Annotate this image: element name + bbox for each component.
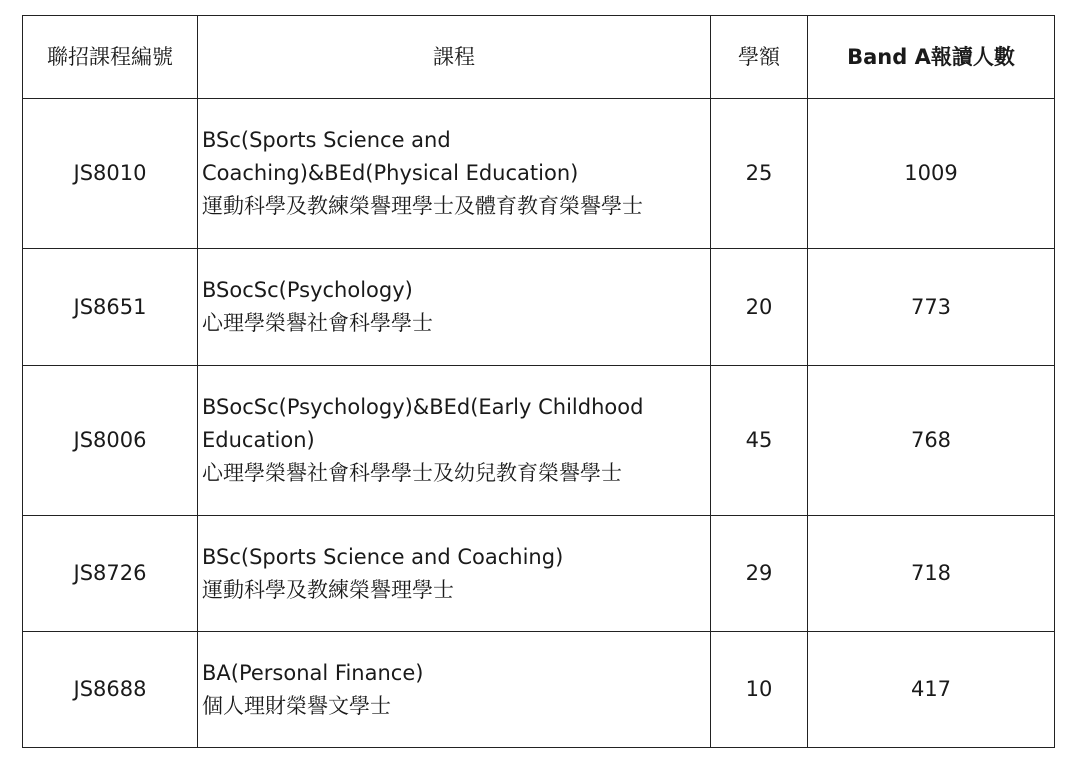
course-name-en: BSocSc(Psychology) [202, 278, 413, 302]
course-name [198, 516, 711, 632]
course-name-zh: 心理學榮譽社會科學學士及幼兒教育榮譽學士 [202, 461, 622, 485]
header-course: 課程 [198, 16, 711, 99]
course-name-zh: 運動科學及教練榮譽理學士 [202, 577, 454, 602]
course-name-en: BSocSc(Psychology)&BEd(Early Childhood [202, 395, 644, 419]
table-row [23, 366, 1055, 516]
course-name-en: BSc(Sports Science and [202, 128, 451, 152]
course-name-zh: 個人理財榮譽文學士 [202, 693, 391, 718]
table-row [23, 249, 1055, 366]
programme-code: JS8726 [23, 516, 198, 632]
places-count: 10 [711, 632, 808, 748]
band-a-applicants: 768 [808, 366, 1055, 516]
places-count: 20 [711, 249, 808, 366]
table-row [23, 632, 1055, 748]
header-band-a: Band A報讀人數 [808, 16, 1055, 99]
programme-code: JS8010 [23, 99, 198, 249]
band-a-applicants: 417 [808, 632, 1055, 748]
course-name-en: Education) [202, 428, 315, 452]
course-name-zh: 心理學榮譽社會科學學士 [202, 311, 433, 335]
course-name-en: BSc(Sports Science and Coaching) [202, 544, 564, 569]
course-name [198, 249, 711, 366]
course-name-en: BA(Personal Finance) [202, 660, 424, 685]
course-name [198, 632, 711, 748]
course-name-zh: 運動科學及教練榮譽理學士及體育教育榮譽學士 [202, 194, 643, 218]
band-a-applicants: 1009 [808, 99, 1055, 249]
header-places: 學額 [711, 16, 808, 99]
admissions-table [22, 15, 1055, 748]
admissions-table-container [22, 15, 1055, 748]
header-code: 聯招課程編號 [23, 16, 198, 99]
table-row [23, 516, 1055, 632]
table-header-row [23, 16, 1055, 99]
programme-code: JS8688 [23, 632, 198, 748]
band-a-applicants: 718 [808, 516, 1055, 632]
places-count: 45 [711, 366, 808, 516]
table-row [23, 99, 1055, 249]
course-name [198, 366, 711, 516]
programme-code: JS8651 [23, 249, 198, 366]
programme-code: JS8006 [23, 366, 198, 516]
places-count: 29 [711, 516, 808, 632]
band-a-applicants: 773 [808, 249, 1055, 366]
places-count: 25 [711, 99, 808, 249]
course-name [198, 99, 711, 249]
course-name-en: Coaching)&BEd(Physical Education) [202, 161, 579, 185]
